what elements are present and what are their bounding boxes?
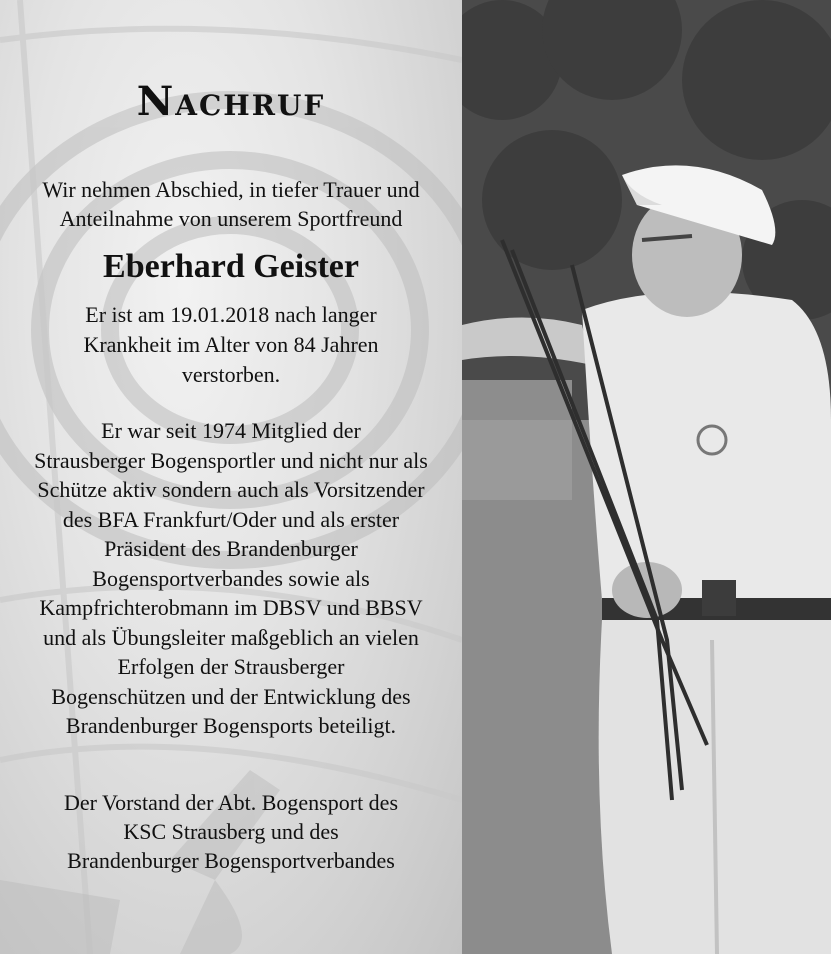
bio-line: Strausberger Bogensportler und nicht nur als [34, 447, 428, 473]
bio-line: Kampfrichterobmann im DBSV und BBSV [39, 595, 423, 620]
bio-line: Präsident des Brandenburger [104, 536, 358, 561]
bio-line: des BFA Frankfurt/Oder und als erster [62, 506, 400, 532]
death-line: verstorben. [181, 362, 281, 387]
bio-line: Erfolgen der Strausberger [117, 654, 345, 679]
intro-line: Wir nehmen Abschied, in tiefer Trauer und [42, 177, 420, 202]
deceased-name: Eberhard Geister [103, 248, 359, 285]
signature-line: KSC Strausberg und des [123, 819, 339, 844]
signature-block [0, 788, 462, 875]
obituary-title: Nachruf [136, 78, 326, 125]
intro-line: Anteilnahme von unserem Sportfreund [59, 206, 403, 231]
bio-line: Brandenburger Bogensports beteiligt. [65, 713, 397, 738]
bio-line: Bogenschützen und der Entwicklung des [51, 683, 411, 709]
archer-photo-illustration [462, 0, 831, 954]
bio-line: Bogensportverbandes sowie als [92, 565, 370, 591]
bio-line: Schütze aktiv sondern auch als Vorsitzender [37, 477, 425, 502]
death-line: Krankheit im Alter von 84 Jahren [83, 332, 379, 357]
signature-line: Der Vorstand der Abt. Bogensport des [63, 790, 399, 815]
death-line: Er ist am 19.01.2018 nach langer [85, 302, 377, 327]
bio-line: und als Übungsleiter maßgeblich an vielen [43, 624, 419, 650]
photo-archer [462, 0, 831, 954]
signature-line: Brandenburger Bogensportverbandes [67, 848, 395, 873]
biography-text [0, 416, 462, 741]
death-notice [0, 300, 462, 390]
bio-line: Er war seit 1974 Mitglied der [101, 418, 361, 443]
intro-text [0, 175, 462, 233]
